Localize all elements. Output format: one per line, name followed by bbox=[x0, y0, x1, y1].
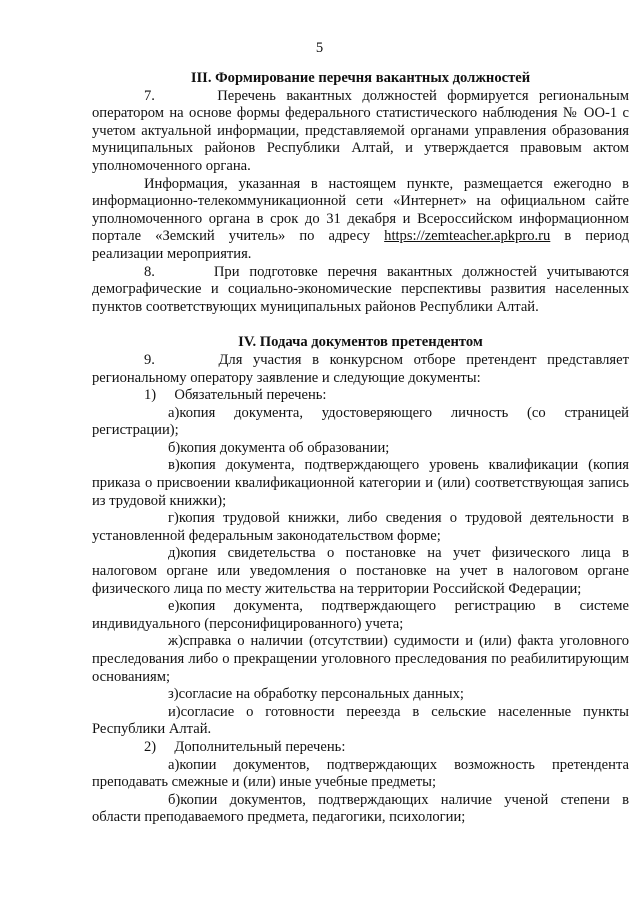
list-item bbox=[92, 405, 629, 440]
list-item-text: копия свидетельства о постановке на учет физического лица в налоговом органе или уведомления о постановке на учет в налоговом органе физического лица по месту жительства на территории Российской Федерации; bbox=[92, 545, 629, 597]
list-item-text: копия документа об образовании; bbox=[180, 439, 390, 456]
additional-list bbox=[92, 757, 629, 827]
list-item bbox=[92, 510, 629, 545]
additional-list-title: 2) Дополнительный перечень: bbox=[144, 738, 346, 755]
list-item-label: б) bbox=[168, 791, 181, 808]
list-item-text: копия документа, удостоверяющего личность (со страницей регистрации); bbox=[92, 404, 629, 439]
list-item-label: а) bbox=[168, 404, 180, 421]
zemteacher-link[interactable]: https://zemteacher.apkpro.ru bbox=[384, 228, 551, 245]
list-item-text: копия документа, подтверждающего уровень квалификации (копия приказа о присвоении квалификационной категории и (или) соответствующая запись из трудовой книжки); bbox=[92, 457, 629, 509]
section-4-heading: IV. Подача документов претендентом bbox=[238, 334, 483, 351]
list-item bbox=[92, 633, 629, 686]
page-number: 5 bbox=[315, 40, 324, 56]
list-item-label: в) bbox=[168, 457, 180, 474]
list-item bbox=[92, 545, 629, 598]
list-item-label: б) bbox=[168, 439, 181, 456]
list-item-text: согласие на обработку персональных данных; bbox=[178, 686, 464, 703]
list-item-text: справка о наличии (отсутствии) судимости и (или) факта уголовного преследования либо о прекращении уголовного преследования по реабилитирующим основаниям; bbox=[92, 633, 629, 685]
paragraph-7: 7. Перечень вакантных должностей формируется региональным оператором на основе формы федерального статистического наблюдения № ОО-1 с учетом актуальной информации, представляемой органами управления образования муниципальных районов Республики Алтай, и утверждается правовым актом уполномоченного органа. bbox=[92, 87, 629, 174]
list-item-label: д) bbox=[168, 545, 181, 562]
list-item bbox=[92, 757, 629, 792]
list-item-text: согласие о готовности переезда в сельские населенные пункты Республики Алтай. bbox=[92, 703, 629, 738]
list-item-label: а) bbox=[168, 756, 180, 773]
paragraph-7-info-text: Информация, указанная в настоящем пункте, размещается ежегодно в информационно-телекоммуникационной сети «Интернет» на официальном сайте уполномоченного органа в срок до 31 декабря и Всероссийском информационном портале «Земский учитель» по адресу bbox=[92, 175, 629, 245]
list-item-label: з) bbox=[168, 686, 179, 703]
list-item-text: копия документа, подтверждающего регистрацию в системе индивидуального (персонифицированного) учета; bbox=[92, 598, 629, 632]
section-3-heading: III. Формирование перечня вакантных должностей bbox=[190, 70, 531, 86]
list-item bbox=[92, 704, 629, 739]
mandatory-list-title: 1) Обязательный перечень: bbox=[144, 387, 327, 404]
list-item bbox=[92, 457, 629, 510]
paragraph-9: 9. Для участия в конкурсном отборе претендент представляет региональному оператору заявление и следующие документы: bbox=[92, 351, 629, 386]
list-item-label: е) bbox=[168, 598, 180, 615]
list-item-text: копии документов, подтверждающих возможность претендента преподавать смежные и (или) иные учебные предметы; bbox=[92, 756, 629, 791]
list-item bbox=[92, 598, 629, 633]
paragraph-8: 8. При подготовке перечня вакантных должностей учитываются демографические и социально-экономические перспективы развития населенных пунктов соответствующих муниципальных районов Республики Алтай. bbox=[92, 263, 629, 315]
list-item bbox=[92, 440, 629, 458]
list-item-label: г) bbox=[168, 510, 179, 527]
list-item-text: копии документов, подтверждающих наличие ученой степени в области преподаваемого предмета, педагогики, психологии; bbox=[92, 791, 629, 826]
list-item bbox=[92, 792, 629, 827]
list-item-label: и) bbox=[168, 703, 181, 720]
mandatory-list bbox=[92, 405, 629, 739]
list-item-text: копия трудовой книжки, либо сведения о трудовой деятельности в установленной федеральным законодательством форме; bbox=[92, 510, 629, 544]
list-item-label: ж) bbox=[168, 633, 183, 650]
paragraph-7-info bbox=[92, 176, 629, 264]
paragraph-7-info-tail: в период реализации мероприятия. bbox=[92, 228, 629, 262]
document-page bbox=[92, 40, 629, 827]
list-item bbox=[92, 686, 629, 704]
